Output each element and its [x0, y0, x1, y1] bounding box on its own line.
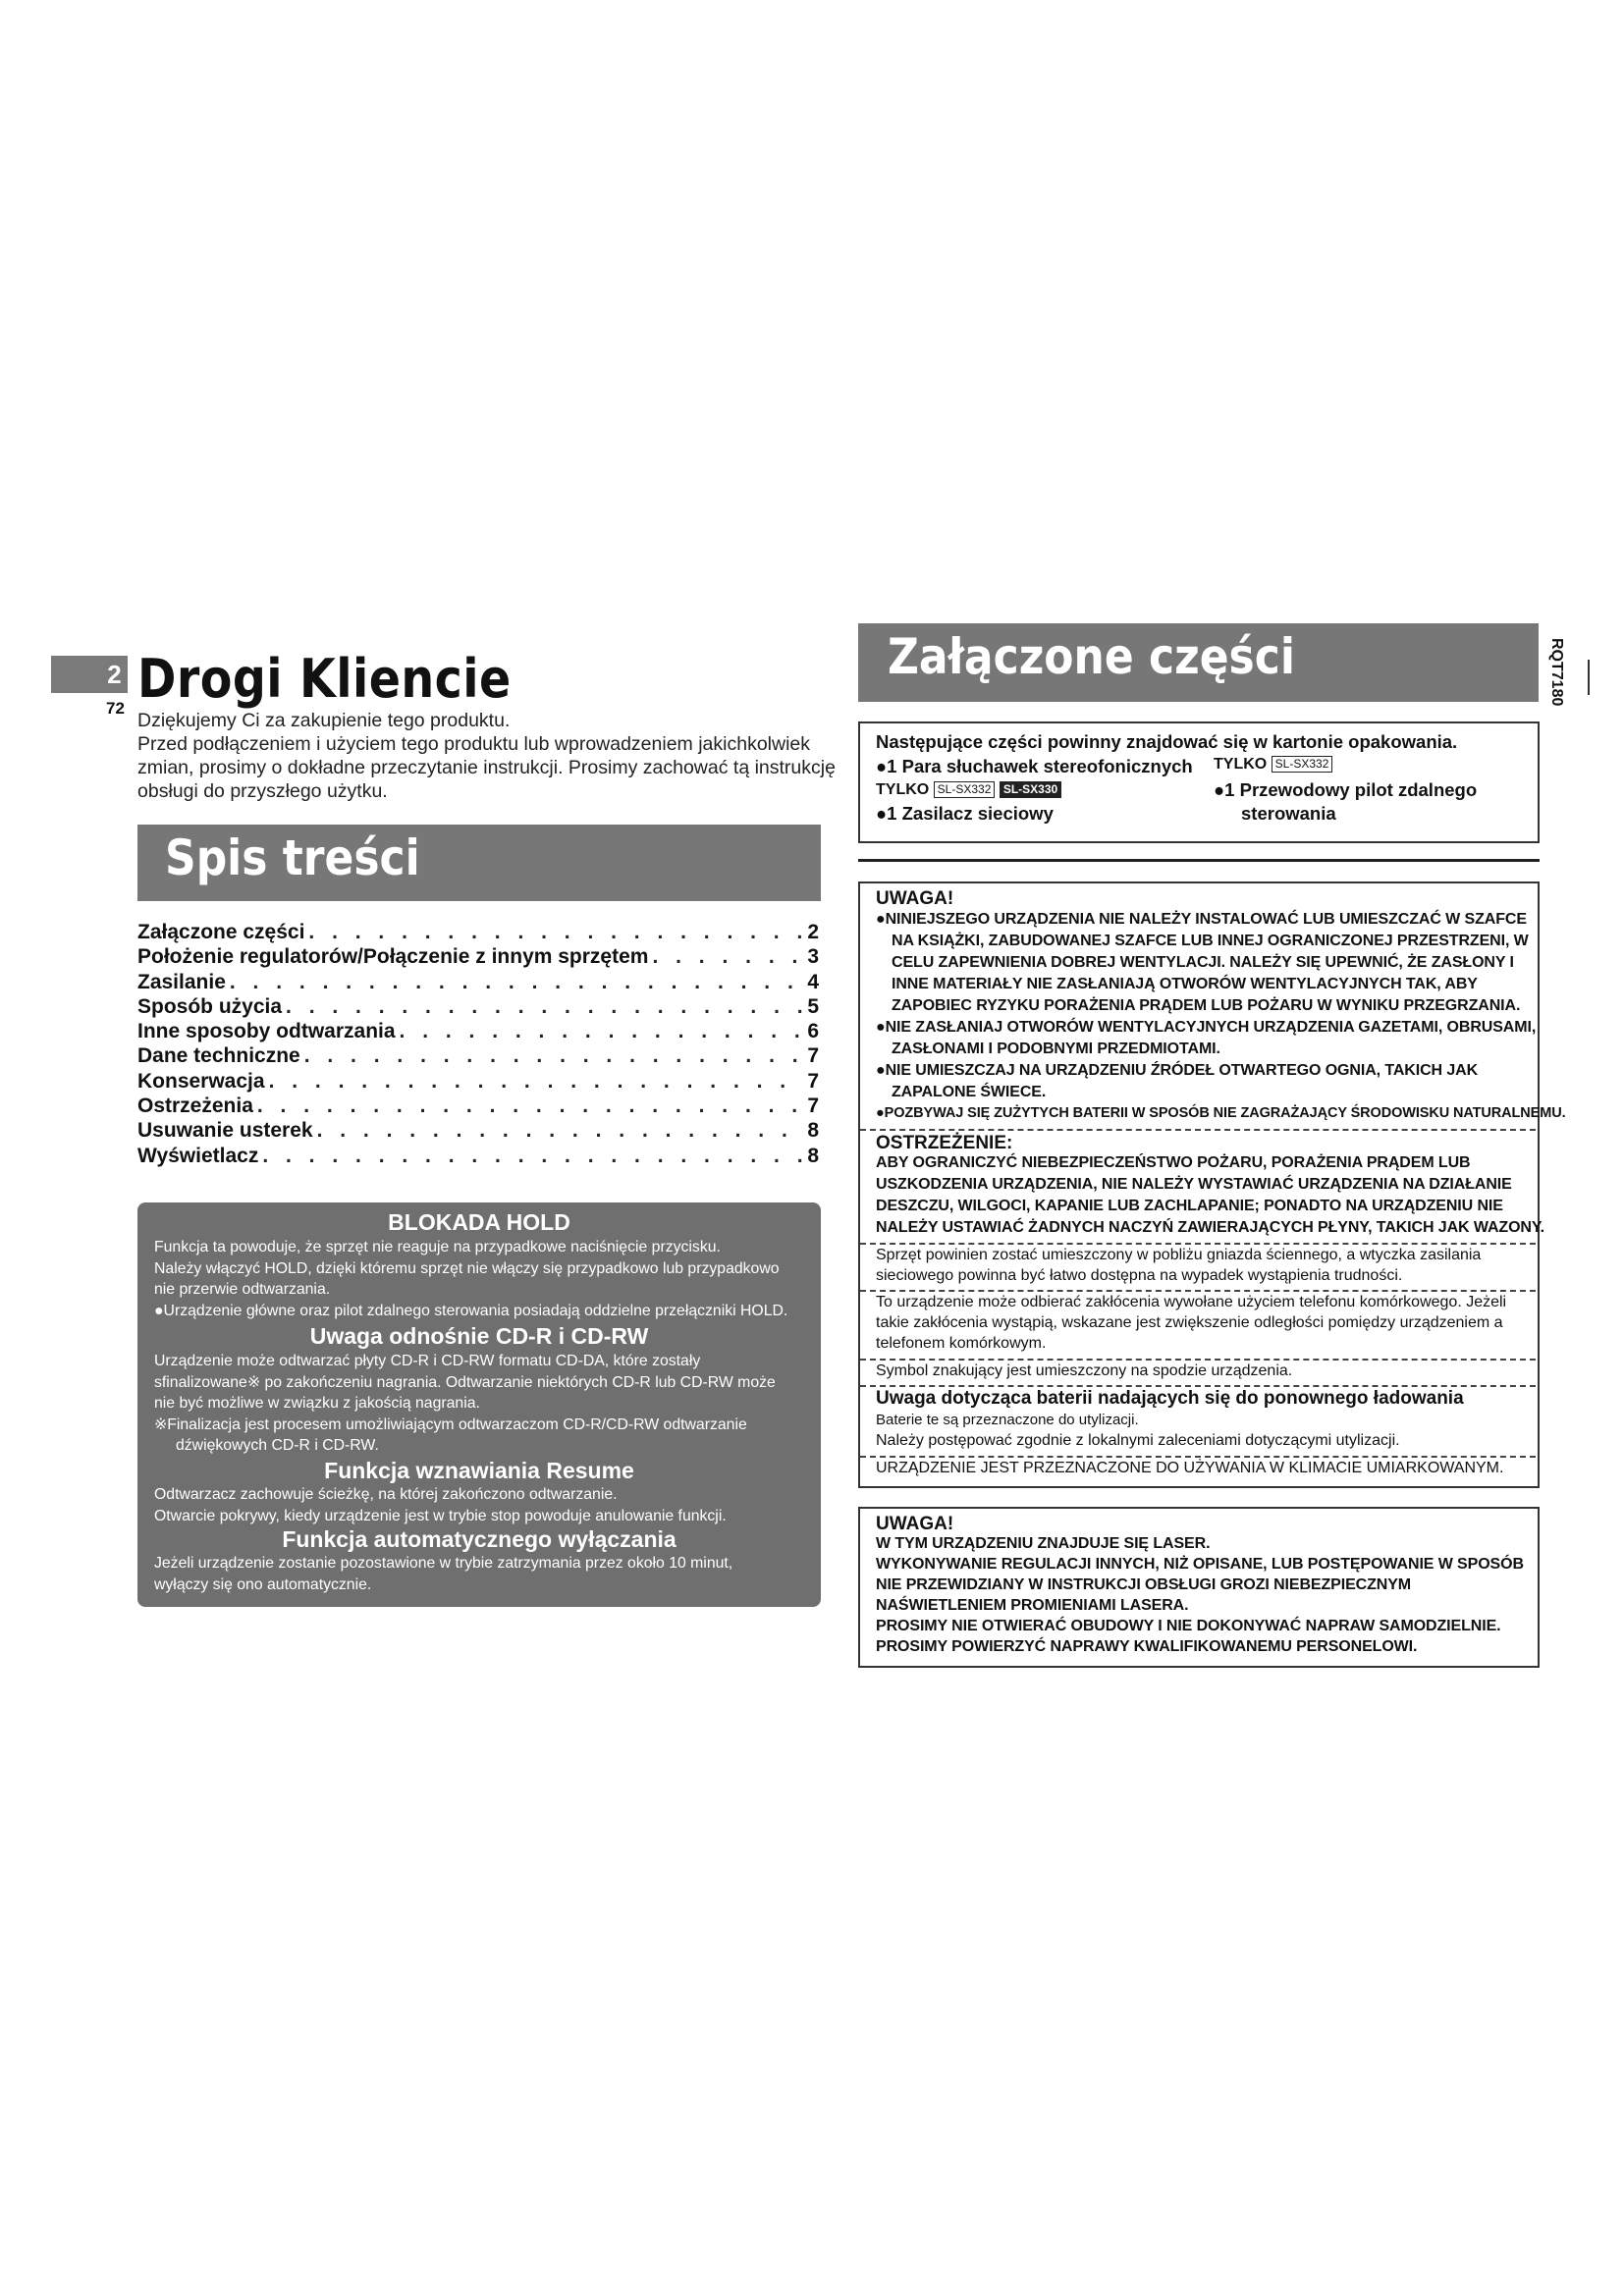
hold-text — [154, 1237, 812, 1321]
page-number: 2 — [107, 660, 122, 689]
toc-item-label: Usuwanie usterek — [137, 1119, 313, 1143]
laser-line: PROSIMY POWIERZYĆ NAPRAWY KWALIFIKOWANEMU PERSONELOWI. — [876, 1638, 1418, 1655]
document-code: RQT7180 — [1548, 638, 1565, 707]
toc-item-label: Położenie regulatorów/Połączenie z innym sprzętem — [137, 945, 649, 969]
toc-item[interactable] — [137, 1070, 819, 1095]
resume-line: Odtwarzacz zachowuje ścieżkę, na której zakończono odtwarzanie. — [154, 1486, 618, 1503]
intro-text — [137, 709, 836, 803]
divider — [858, 859, 1540, 862]
parts-only-a — [1214, 756, 1332, 774]
auto-off-line: Jeżeli urządzenie zostanie pozostawione w trybie zatrzymania przez około 10 minut, — [154, 1555, 733, 1572]
toc-item[interactable] — [137, 995, 819, 1020]
cdr-line: nie być możliwe w związku z jakością nagrania. — [154, 1395, 480, 1412]
intro-line: Dziękujemy Ci za zakupienie tego produktu. — [137, 710, 511, 731]
cdr-line: ※Finalizacja jest procesem umożliwiającym odtwarzaczom CD-R/CD-RW odtwarzanie — [154, 1415, 747, 1433]
only-label: TYLKO — [1214, 756, 1268, 773]
toc-item-page: 8 — [807, 1144, 819, 1167]
battery-line: Baterie te są przeznaczone do utylizacji. — [876, 1412, 1139, 1428]
intro-line: Przed podłączeniem i użyciem tego produktu lub wprowadzeniem jakichkolwiek — [137, 733, 811, 755]
hold-line: Funkcja ta powoduje, że sprzęt nie reaguje na przypadkowe naciśnięcie przycisku. — [154, 1239, 721, 1255]
cdr-line: sfinalizowane※ po zakończeniu nagrania. Odtwarzanie niektórych CD-R lub CD-RW może — [154, 1373, 776, 1391]
table-of-contents — [137, 921, 819, 1169]
uwaga-line: NA KSIĄŻKI, ZABUDOWANEJ SZAFCE LUB INNEJ OGRANICZONEJ PRZESTRZENI, W — [892, 933, 1529, 949]
toc-leader — [230, 971, 803, 994]
resume-title: Funkcja wznawiania Resume — [324, 1458, 634, 1483]
uwaga-line: ●NIE UMIESZCZAJ NA URZĄDZENIU ŹRÓDEŁ OTWARTEGO OGNIA, TAKICH JAK — [876, 1062, 1479, 1079]
toc-leader — [262, 1145, 803, 1168]
toc-item-label: Konserwacja — [137, 1069, 265, 1093]
toc-item[interactable] — [137, 1095, 819, 1119]
toc-item-page: 6 — [807, 1020, 819, 1043]
toc-item-page: 7 — [807, 1069, 819, 1093]
toc-item-page: 7 — [807, 1095, 819, 1118]
climate-line: URZĄDZENIE JEST PRZEZNACZONE DO UŻYWANIA W KLIMACIE UMIARKOWANYM. — [876, 1460, 1504, 1476]
parts-headphones: ●1 Para słuchawek stereofonicznych — [876, 756, 1193, 776]
uwaga-line: ZAPALONE ŚWIECE. — [892, 1084, 1047, 1100]
cdr-line: dźwiękowych CD-R i CD-RW. — [176, 1437, 379, 1454]
auto-off-title: Funkcja automatycznego wyłączania — [282, 1526, 677, 1552]
toc-leader — [269, 1070, 804, 1094]
toc-item-page: 7 — [807, 1044, 819, 1068]
laser-line: PROSIMY NIE OTWIERAĆ OBUDOWY I NIE DOKONYWAĆ NAPRAW SAMODZIELNIE. — [876, 1618, 1501, 1634]
toc-item-label: Zasilanie — [137, 970, 226, 993]
socket-line: sieciowego powinna być łatwo dostępna na wypadek wystąpienia trudności. — [876, 1267, 1403, 1284]
model-tag-sx332: SL-SX332 — [934, 781, 996, 798]
dashed-divider — [860, 1385, 1536, 1387]
uwaga-line: ●NINIEJSZEGO URZĄDZENIA NIE NALEŻY INSTALOWAĆ LUB UMIESZCZAĆ W SZAFCE — [876, 911, 1527, 928]
cdr-title: Uwaga odnośnie CD-R i CD-RW — [309, 1323, 649, 1349]
battery-title: Uwaga dotycząca baterii nadających się do ponownego ładowania — [876, 1388, 1464, 1409]
auto-off-line: wyłączy się ono automatycznie. — [154, 1575, 372, 1593]
toc-item-label: Wyświetlacz — [137, 1144, 259, 1167]
uwaga-title: UWAGA! — [876, 888, 954, 909]
toc-item[interactable] — [137, 1044, 819, 1069]
dashed-divider — [860, 1129, 1536, 1131]
parts-only-b — [876, 781, 1061, 799]
toc-item[interactable] — [137, 971, 819, 995]
toc-title: Spis treści — [165, 829, 420, 886]
intro-line: zmian, prosimy o dokładne przeczytanie instrukcji. Prosimy zachować tą instrukcję — [137, 757, 836, 778]
toc-item-label: Ostrzeżenia — [137, 1095, 253, 1118]
side-marker — [1588, 660, 1590, 695]
toc-leader — [308, 921, 803, 944]
laser-line: NIE PRZEWIDZIANY W INSTRUKCJI OBSŁUGI GROZI NIEBEZPIECZNYM — [876, 1576, 1412, 1593]
toc-item-label: Dane techniczne — [137, 1044, 300, 1068]
toc-item-label: Inne sposoby odtwarzania — [137, 1020, 396, 1043]
laser-line: W TYM URZĄDZENIU ZNAJDUJE SIĘ LASER. — [876, 1535, 1211, 1552]
parts-intro: Następujące części powinny znajdować się w kartonie opakowania. — [876, 731, 1458, 752]
toc-item[interactable] — [137, 1145, 819, 1169]
model-tag-sx330: SL-SX330 — [1000, 781, 1061, 798]
uwaga-line: ●NIE ZASŁANIAJ OTWORÓW WENTYLACYJNYCH URZĄDZENIA GAZETAMI, OBRUSAMI, — [876, 1019, 1537, 1036]
hold-line: ●Urządzenie główne oraz pilot zdalnego sterowania posiadają oddzielne przełączniki HOLD. — [154, 1302, 788, 1319]
auto-off-text — [154, 1553, 812, 1595]
parts-remote-cont: sterowania — [1241, 803, 1336, 824]
phone-line: telefonem komórkowym. — [876, 1335, 1047, 1352]
ostrzezenie-title: OSTRZEŻENIE: — [876, 1133, 1013, 1153]
battery-line: Należy postępować zgodnie z lokalnymi zaleceniami dotyczącymi utylizacji. — [876, 1432, 1400, 1449]
page-title: Drogi Kliencie — [137, 648, 512, 710]
dashed-divider — [860, 1290, 1536, 1292]
resume-line: Otwarcie pokrywy, kiedy urządzenie jest w trybie stop powoduje anulowanie funkcji. — [154, 1507, 727, 1524]
laser-line: NAŚWIETLENIEM PROMIENIAMI LASERA. — [876, 1597, 1189, 1614]
toc-leader — [400, 1020, 804, 1043]
toc-leader — [286, 995, 803, 1019]
toc-leader — [257, 1095, 803, 1118]
cdr-text — [154, 1351, 812, 1457]
model-tag-sx332: SL-SX332 — [1272, 756, 1333, 773]
phone-line: To urządzenie może odbierać zakłócenia wywołane użyciem telefonu komórkowego. Jeżeli — [876, 1294, 1507, 1310]
toc-item-label: Załączone części — [137, 921, 305, 943]
dashed-divider — [860, 1359, 1536, 1361]
hold-line: nie przerwie odtwarzania. — [154, 1281, 331, 1298]
uwaga-line: INNE MATERIAŁY NIE ZASŁANIAJĄ OTWORÓW WENTYLACYJNYCH TAK, ABY — [892, 976, 1478, 992]
dashed-divider — [860, 1243, 1536, 1245]
toc-item-label: Sposób użycia — [137, 994, 283, 1018]
ostrzezenie-line: USZKODZENIA URZĄDZENIA, NIE NALEŻY WYSTAWIAĆ URZĄDZENIA NA DZIAŁANIE — [876, 1176, 1512, 1193]
hold-line: Należy włączyć HOLD, dzięki któremu sprzęt nie włączy się przypadkowo lub przypadkowo — [154, 1259, 780, 1277]
uwaga-line: ZASŁONAMI I PODOBNYMI PRZEDMIOTAMI. — [892, 1041, 1220, 1057]
page-sub-number: 72 — [106, 699, 125, 718]
ostrzezenie-line: ABY OGRANICZYĆ NIEBEZPIECZEŃSTWO POŻARU, PORAŻENIA PRĄDEM LUB — [876, 1154, 1471, 1171]
uwaga-line: CELU ZAPEWNIENIA DOBREJ WENTYLACJI. NALEŻY SIĘ UPEWNIĆ, ŻE ZASŁONY I — [892, 954, 1514, 971]
resume-text — [154, 1484, 812, 1526]
symbol-line: Symbol znakujący jest umieszczony na spodzie urządzenia. — [876, 1362, 1293, 1379]
only-label: TYLKO — [876, 781, 930, 798]
toc-item[interactable] — [137, 1119, 819, 1144]
dashed-divider — [860, 1456, 1536, 1458]
toc-item[interactable] — [137, 921, 819, 945]
uwaga-line: ZAPOBIEC RYZYKU PORAŻENIA PRĄDEM LUB POŻARU W WYNIKU PRZEGRZANIA. — [892, 997, 1521, 1014]
toc-item[interactable] — [137, 1020, 819, 1044]
document-code-wrapper — [1543, 638, 1567, 736]
cdr-line: Urządzenie może odtwarzać płyty CD-R i CD-RW formatu CD-DA, które zostały — [154, 1353, 701, 1369]
uwaga-line: ●POZBYWAJ SIĘ ZUŻYTYCH BATERII W SPOSÓB NIE ZAGRAŻAJĄCY ŚRODOWISKU NATURALNEMU. — [876, 1105, 1566, 1121]
ostrzezenie-line: NALEŻY USTAWIAĆ ŻADNYCH NACZYŃ ZAWIERAJĄCYCH PŁYNY, TAKICH JAK WAZONY. — [876, 1219, 1545, 1236]
hold-title: BLOKADA HOLD — [388, 1209, 570, 1235]
toc-leader — [652, 945, 803, 969]
toc-item[interactable] — [137, 945, 819, 970]
toc-item-page: 8 — [807, 1119, 819, 1143]
parts-title: Załączone części — [888, 628, 1295, 685]
toc-item-page: 2 — [807, 921, 819, 943]
intro-line: obsługi do przyszłego użytku. — [137, 780, 388, 802]
ostrzezenie-line: DESZCZU, WILGOCI, KAPANIE LUB ZACHLAPANIE; PONADTO NA URZĄDZENIU NIE — [876, 1198, 1503, 1214]
toc-leader — [317, 1119, 804, 1143]
parts-remote: ●1 Przewodowy pilot zdalnego — [1214, 779, 1478, 800]
toc-leader — [304, 1044, 804, 1068]
toc-item-page: 3 — [807, 945, 819, 969]
laser-title: UWAGA! — [876, 1514, 954, 1534]
laser-line: WYKONYWANIE REGULACJI INNYCH, NIŻ OPISANE, LUB POSTĘPOWANIE W SPOSÓB — [876, 1556, 1524, 1573]
phone-line: takie zakłócenia wystąpią, wskazane jest zwiększenie odległości pomiędzy urządzeniem a — [876, 1314, 1503, 1331]
toc-item-page: 5 — [807, 994, 819, 1018]
socket-line: Sprzęt powinien zostać umieszczony w pobliżu gniazda ściennego, a wtyczka zasilania — [876, 1247, 1482, 1263]
parts-adapter: ●1 Zasilacz sieciowy — [876, 803, 1054, 824]
toc-item-page: 4 — [807, 970, 819, 993]
